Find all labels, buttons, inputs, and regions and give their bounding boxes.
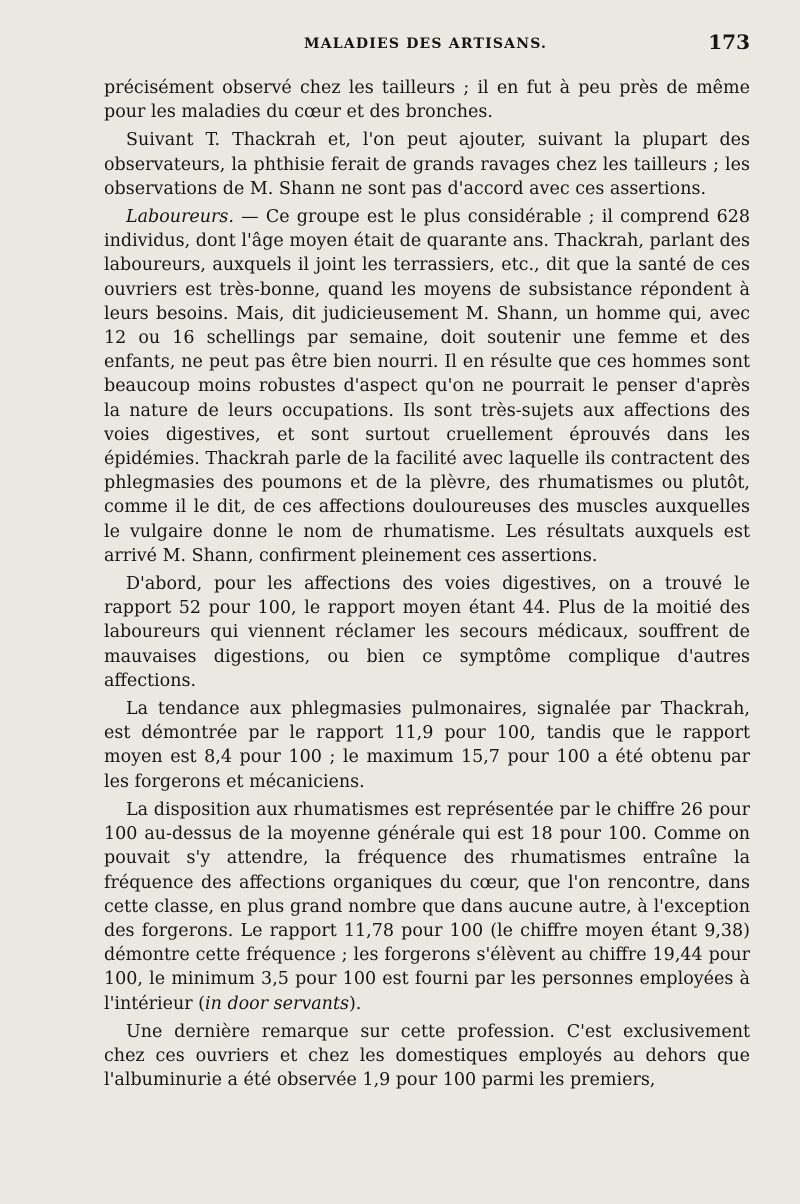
paragraph-text: — Ce groupe est le plus considérable ; il comprend 628 individus, dont l'âge moyen était de quarante ans. Thackrah, parlant des laboureurs, auxquels il joint les terrassiers, etc., dit que la santé de ces ouvriers est très-bonne, quand les moyens de subsistance répondent à leurs besoins. Mais, dit judicieusement M. Shann, un homme qui, avec 12 ou 16 schellings par semaine, doit soutenir une femme et des enfants, ne peut pas être bien nourri. Il en résulte que ces hommes sont beaucoup moins robustes d'aspect qu'on ne pourrait le penser d'après la nature de leurs occupations. Ils sont très-sujets aux affections des voies digestives, et sont surtout cruellement éprouvés dans les épidémies. Thackrah parle de la facilité avec laquelle ils contractent des phlegmasies des poumons et de la plèvre, des rhumatismes ou plutôt, comme il le dit, de ces affections douloureuses des muscles auxquelles le vulgaire donne le nom de rhumatisme. Les résultats auxquels est arrivé M. Shann, confirment pleinement ces assertions. (104, 207, 750, 566)
running-title: MALADIES DES ARTISANS. (304, 36, 548, 52)
paragraph-1 (104, 76, 750, 124)
paragraph-text-after: ). (348, 993, 362, 1014)
paragraph-4 (104, 572, 750, 693)
paragraph-laboureurs (104, 205, 750, 568)
paragraph-6 (104, 798, 750, 1016)
paragraph-text: La tendance aux phlegmasies pulmonaires, signalée par Thackrah, est démontrée par le rapport 11,9 pour 100, tandis que le rapport moyen est 8,4 pour 100 ; le maximum 15,7 pour 100 a été obtenu par les forgerons et mécaniciens. (104, 699, 750, 792)
italic-phrase: in door servants (205, 993, 349, 1014)
paragraph-text: Suivant T. Thackrah et, l'on peut ajouter, suivant la plupart des observateurs, la phthisie ferait de grands ravages chez les tailleurs ; les observations de M. Shann ne sont pas d'accord avec ces assertions. (104, 130, 750, 199)
paragraph-5 (104, 697, 750, 794)
paragraph-text: Une dernière remarque sur cette profession. C'est exclusivement chez ces ouvriers et chez les domestiques employés au dehors que l'albuminurie a été observée 1,9 pour 100 parmi les premiers, (104, 1021, 750, 1091)
paragraph-text: La disposition aux rhumatismes est représentée par le chiffre 26 pour 100 au-dessus de la moyenne générale qui est 18 pour 100. Comme on pouvait s'y attendre, la fréquence des rhumatismes entraîne la fréquence des affections organiques du cœur, que l'on rencontre, dans cette classe, en plus grand nombre que dans aucune autre, à l'exception des forgerons. Le rapport 11,78 pour 100 (le chiffre moyen étant 9,38) démontre cette fréquence ; les forgerons s'élèvent au chiffre 19,44 pour 100, le minimum 3,5 pour 100 est fourni par les personnes employées à l'intérieur ( (104, 799, 750, 1014)
paragraph-2 (104, 128, 750, 201)
body-text (104, 76, 750, 1096)
running-header (104, 30, 750, 60)
page-number: 173 (708, 30, 750, 54)
paragraph-text: D'abord, pour les affections des voies digestives, on a trouvé le rapport 52 pour 100, le rapport moyen étant 44. Plus de la moitié des laboureurs qui viennent réclamer les secours médicaux, souffrent de mauvaises digestions, ou bien ce symptôme complique d'autres affections. (104, 574, 750, 691)
paragraph-7 (104, 1020, 750, 1093)
section-label: Laboureurs. (126, 207, 234, 228)
paragraph-text: précisément observé chez les tailleurs ; il en fut à peu près de même pour les maladies du cœur et des bronches. (104, 78, 750, 123)
